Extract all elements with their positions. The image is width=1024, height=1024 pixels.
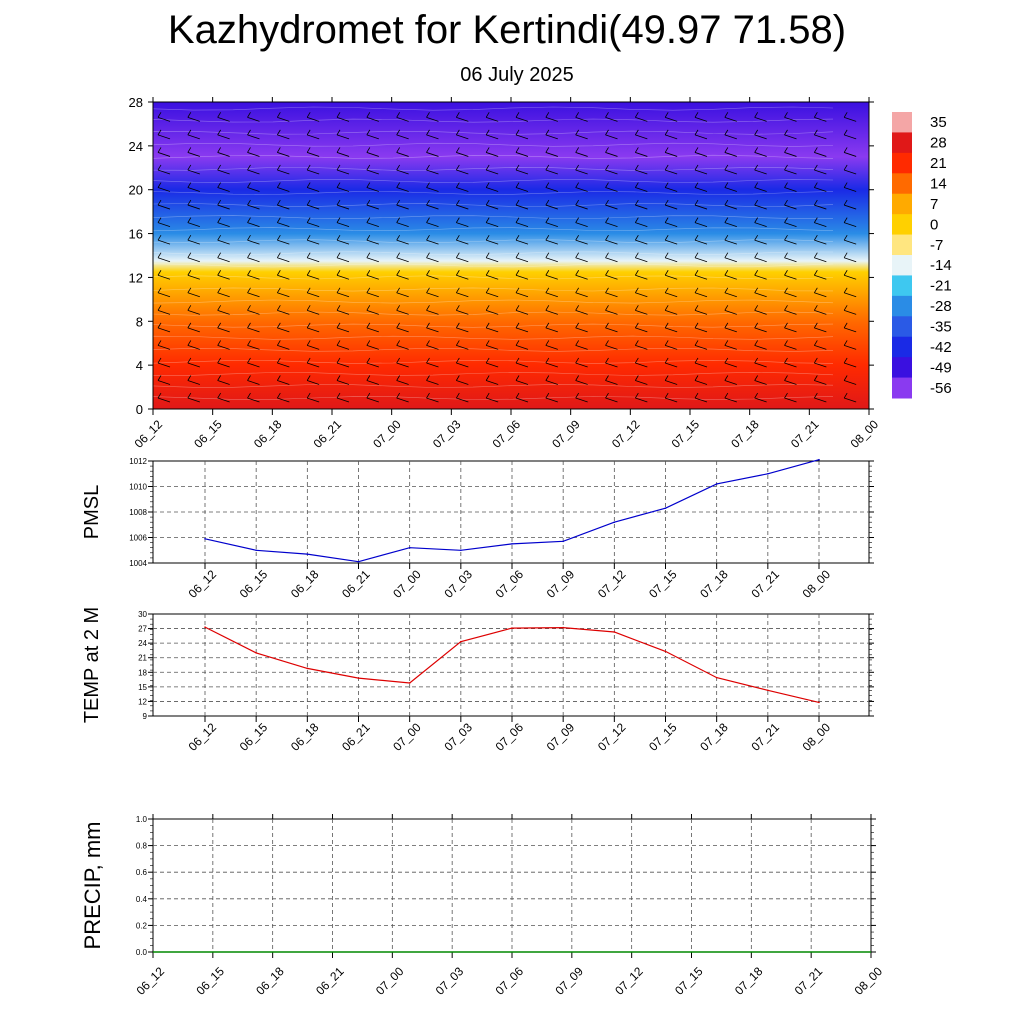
x-tick-label: 06_18 xyxy=(287,567,322,601)
y-tick-label: 8 xyxy=(135,314,143,330)
data-point xyxy=(767,689,769,691)
colorbar-label: -49 xyxy=(930,359,952,377)
x-tick-label: 07_15 xyxy=(672,964,706,998)
colorbar-label: -7 xyxy=(930,236,944,254)
data-point xyxy=(204,538,206,540)
x-tick-label: 07_21 xyxy=(787,417,822,451)
data-point xyxy=(358,677,360,679)
x-tick-label: 08_00 xyxy=(847,417,882,451)
data-point xyxy=(665,651,667,653)
x-tick-label: 07_18 xyxy=(728,417,762,451)
data-point xyxy=(255,652,257,654)
x-tick-label: 06_18 xyxy=(250,417,285,451)
x-tick-label: 07_03 xyxy=(441,567,475,601)
y-tick-label: 0 xyxy=(135,402,143,417)
precip-panel xyxy=(80,814,885,998)
colorbar-segment xyxy=(892,194,912,215)
y-tick-label: 1004 xyxy=(129,559,147,568)
x-tick-label: 07_00 xyxy=(372,964,407,998)
y-tick-label: 30 xyxy=(138,610,147,619)
chart-title: Kazhydromet for Kertindi(49.97 71.58) xyxy=(167,8,847,52)
x-tick-label: 07_12 xyxy=(608,417,643,451)
y-tick-label: 0.8 xyxy=(135,841,147,851)
colorbar-segment xyxy=(892,112,912,133)
x-tick-label: 06_15 xyxy=(236,567,271,601)
y-tick-label: 24 xyxy=(128,138,143,154)
data-point xyxy=(511,543,513,545)
x-tick-label: 06_18 xyxy=(253,964,287,998)
x-tick-label: 06_15 xyxy=(193,964,227,998)
x-tick-label: 07_12 xyxy=(594,720,629,754)
x-tick-label: 06_12 xyxy=(185,567,220,601)
colorbar-label: -28 xyxy=(930,298,952,316)
x-tick-label: 07_09 xyxy=(543,567,578,601)
x-tick-label: 06_12 xyxy=(185,720,220,754)
x-tick-label: 07_06 xyxy=(492,964,527,998)
x-tick-label: 06_18 xyxy=(287,720,322,754)
y-tick-label: 18 xyxy=(138,668,147,678)
colorbar-label: 35 xyxy=(930,114,947,132)
colorbar-label: -42 xyxy=(930,338,952,356)
data-point xyxy=(358,561,360,563)
x-tick-label: 07_00 xyxy=(370,417,404,451)
data-point xyxy=(716,483,718,485)
colorbar-label: 14 xyxy=(930,175,947,193)
x-tick-label: 06_12 xyxy=(133,964,168,998)
x-tick-label: 07_12 xyxy=(612,964,646,998)
data-point xyxy=(460,641,462,643)
data-point xyxy=(614,631,616,633)
x-tick-label: 06_15 xyxy=(191,417,225,451)
y-tick-label: 21 xyxy=(138,653,147,663)
colorbar-segment xyxy=(892,132,912,153)
x-tick-label: 08_00 xyxy=(851,964,886,998)
data-point xyxy=(307,553,309,555)
y-tick-label: 1012 xyxy=(129,457,147,466)
x-tick-label: 07_21 xyxy=(748,720,782,754)
heat-field xyxy=(153,102,869,409)
colorbar-label: -35 xyxy=(930,318,952,336)
colorbar-segment xyxy=(892,255,912,276)
x-tick-label: 07_15 xyxy=(668,417,703,451)
colorbar-label: -21 xyxy=(930,277,952,295)
data-point xyxy=(767,473,769,475)
y-tick-label: 28 xyxy=(128,95,143,110)
x-tick-label: 07_03 xyxy=(432,964,467,998)
colorbar-segment xyxy=(892,214,912,235)
x-tick-label: 07_09 xyxy=(543,720,578,754)
y-tick-label: 1008 xyxy=(129,508,147,517)
x-tick-label: 07_21 xyxy=(791,964,826,998)
y-tick-label: 9 xyxy=(142,712,147,721)
x-tick-label: 06_21 xyxy=(339,567,373,601)
colorbar-segment xyxy=(892,275,912,296)
y-axis-title: TEMP at 2 M xyxy=(81,606,103,724)
y-tick-label: 24 xyxy=(138,639,147,649)
x-tick-label: 06_15 xyxy=(236,720,271,754)
x-tick-label: 07_12 xyxy=(594,567,629,601)
x-tick-label: 07_21 xyxy=(748,567,782,601)
data-point xyxy=(409,682,411,684)
y-tick-label: 4 xyxy=(135,358,143,374)
y-tick-label: 0.6 xyxy=(135,868,147,878)
x-tick-label: 07_18 xyxy=(731,964,766,998)
y-tick-label: 16 xyxy=(128,226,143,242)
y-tick-label: 15 xyxy=(138,682,147,692)
data-point xyxy=(409,547,411,549)
x-tick-label: 08_00 xyxy=(799,567,834,601)
x-tick-label: 06_21 xyxy=(310,417,345,451)
data-point xyxy=(511,627,513,629)
data-point xyxy=(818,702,820,704)
x-tick-label: 07_00 xyxy=(390,567,424,601)
data-point xyxy=(716,677,718,679)
y-tick-label: 0.0 xyxy=(135,948,147,957)
x-tick-label: 06_21 xyxy=(313,964,347,998)
y-tick-label: 12 xyxy=(138,697,147,707)
y-tick-label: 12 xyxy=(128,270,143,286)
colorbar-label: 21 xyxy=(930,155,947,173)
colorbar-label: -56 xyxy=(930,379,952,397)
x-tick-label: 06_12 xyxy=(131,417,166,451)
panel-frame xyxy=(153,614,869,716)
x-tick-label: 07_18 xyxy=(697,720,731,754)
data-point xyxy=(562,541,564,543)
colorbar-segment xyxy=(892,337,912,358)
y-tick-label: 0.2 xyxy=(135,921,147,931)
x-tick-label: 07_03 xyxy=(441,720,475,754)
x-tick-label: 07_06 xyxy=(489,417,524,451)
x-tick-label: 07_03 xyxy=(429,417,464,451)
pmsl-panel xyxy=(81,457,874,601)
data-point xyxy=(307,668,309,670)
colorbar-segment xyxy=(892,357,912,378)
colorbar-label: 0 xyxy=(930,216,939,234)
data-point xyxy=(204,626,206,628)
data-point xyxy=(614,521,616,523)
data-point xyxy=(460,549,462,551)
chart-subtitle: 06 July 2025 xyxy=(460,64,574,86)
x-tick-label: 07_15 xyxy=(646,720,680,754)
y-tick-label: 20 xyxy=(128,182,143,198)
x-tick-label: 07_15 xyxy=(646,567,680,601)
data-point xyxy=(665,507,667,509)
y-tick-label: 1.0 xyxy=(135,815,147,824)
colorbar-segment xyxy=(892,316,912,337)
x-tick-label: 07_18 xyxy=(697,567,731,601)
x-tick-label: 06_21 xyxy=(339,720,373,754)
x-tick-label: 07_06 xyxy=(492,567,527,601)
x-tick-label: 07_00 xyxy=(390,720,424,754)
data-point xyxy=(818,459,820,461)
colorbar-segment xyxy=(892,235,912,256)
y-axis-title: PRECIP, mm xyxy=(80,821,105,950)
y-tick-label: 1006 xyxy=(129,533,147,543)
colorbar-segment xyxy=(892,378,912,399)
y-tick-label: 0.4 xyxy=(135,894,147,904)
temp-2m-panel xyxy=(81,607,874,754)
x-tick-label: 07_09 xyxy=(549,417,583,451)
colorbar-segment xyxy=(892,153,912,174)
x-tick-label: 08_00 xyxy=(799,720,834,754)
data-point xyxy=(255,549,257,551)
colorbar-label: -14 xyxy=(930,257,952,275)
temperature-cross-section-panel xyxy=(129,95,882,451)
colorbar-label: 7 xyxy=(930,195,939,213)
x-tick-label: 07_09 xyxy=(552,964,586,998)
y-tick-label: 1010 xyxy=(129,482,147,492)
y-axis-title: PMSL xyxy=(81,484,103,540)
colorbar-segment xyxy=(892,296,912,317)
y-tick-label: 27 xyxy=(138,624,147,634)
colorbar-segment xyxy=(892,173,912,194)
x-tick-label: 07_06 xyxy=(492,720,527,754)
data-point xyxy=(562,627,564,629)
colorbar xyxy=(892,112,952,399)
colorbar-label: 28 xyxy=(930,134,947,152)
